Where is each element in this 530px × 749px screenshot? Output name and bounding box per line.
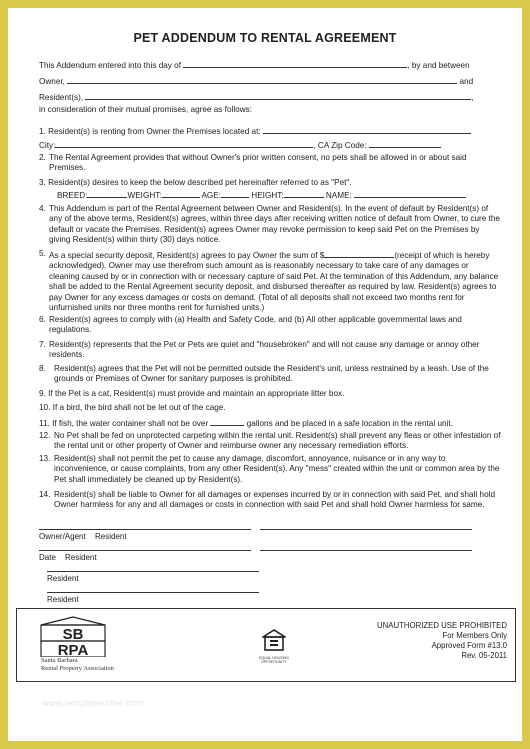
- form-info: [377, 621, 507, 661]
- item-11: 11. If fish, the water container shall not be over gallons and be placed in a safe location in the rental unit.: [39, 419, 453, 428]
- equal-housing-logo: EQUAL HOUSING OPPORTUNITY: [255, 629, 293, 664]
- premises-address-blank[interactable]: [263, 125, 471, 134]
- item-5: 5. As a special security deposit, Resident(s) agrees to pay Owner the sum of $ (receipt of which is hereby acknowledged). Owner may use therefrom such amount as is reasonably necessary to take care of any damages or cleaning caused by or in connection with or necessary capture of said Pet. At the termination of this Addendum, any balance shall be added to the Rental Agreement security deposit, and disbursed thereafter as required by law. Resident(s) agrees to pay Owner for any excess damages or costs on demand. (Total of all deposits shall not exceed two months rent for unfurnished units nor three months rent for furnished units.): [39, 249, 499, 313]
- item-7: 7. Resident(s) represents that the Pet or Pets are quiet and "housebroken" and will not cause any damage or annoy other residents.: [39, 340, 480, 360]
- intro-line-residents: Resident(s), ,: [39, 93, 474, 102]
- revision: Rev. 05-2011: [461, 651, 507, 660]
- age-blank[interactable]: [221, 189, 249, 198]
- height-blank[interactable]: [284, 189, 324, 198]
- item-1-city: City: , CA Zip Code:: [39, 139, 441, 151]
- gallons-blank[interactable]: [210, 417, 244, 426]
- item-10: 10. If a bird, the bird shall not be let out of the cage.: [39, 403, 226, 412]
- pet-name-blank[interactable]: [354, 189, 466, 198]
- date-label: Date: [39, 553, 56, 562]
- unauthorized-notice: UNAUTHORIZED USE PROHIBITED: [377, 621, 507, 630]
- document-title: PET ADDENDUM TO RENTAL AGREEMENT: [133, 31, 397, 45]
- day-blank[interactable]: [183, 59, 407, 68]
- resident-signature-line-4[interactable]: [47, 592, 259, 593]
- resident-signature-line-3[interactable]: [47, 571, 259, 572]
- intro-line-date: This Addendum entered into this day of , by and between: [39, 61, 470, 70]
- deposit-amount-blank[interactable]: [324, 249, 394, 258]
- resident-label-2: Resident: [65, 553, 97, 562]
- intro-line-owner: Owner, and: [39, 77, 474, 86]
- resident-label-4: Resident: [47, 595, 79, 604]
- members-only: For Members Only: [442, 631, 507, 640]
- form-number: Approved Form #13.0: [431, 641, 507, 650]
- house-icon: [262, 629, 286, 651]
- date-signature-line[interactable]: [39, 550, 251, 551]
- resident-label-1: Resident: [95, 532, 127, 541]
- association-name: Santa Barbara Rental Property Association: [41, 657, 114, 672]
- pet-description-line: BREED: WEIGHT: AGE: HEIGHT: NAME:: [57, 189, 466, 201]
- sbrpa-logo: [37, 615, 109, 662]
- owner-agent-signature-line[interactable]: [39, 529, 251, 530]
- item-9: 9. If the Pet is a cat, Resident(s) must provide and maintain an appropriate litter box.: [39, 389, 345, 398]
- intro-line-consideration: in consideration of their mutual promises, agree as follows:: [39, 105, 252, 114]
- item-14: 14. Resident(s) shall be liable to Owner for all damages or expenses incurred by or in connection with said Pet, and shall hold Owner harmless for any and all damages or costs in connection with said Pet and shall hold Owner harmless for same.: [39, 490, 495, 510]
- residents-blank[interactable]: [85, 91, 471, 100]
- svg-text:SB: SB: [62, 626, 84, 643]
- owner-blank[interactable]: [67, 75, 457, 84]
- item-1: 1. Resident(s) is renting from Owner the Premises located at:: [39, 125, 471, 137]
- item-2: 2. The Rental Agreement provides that without Owner's prior written consent, no pets shall be allowed in or about said Premises.: [39, 153, 467, 173]
- breed-blank[interactable]: [87, 189, 127, 198]
- item-6: 6. Resident(s) agrees to comply with (a) Health and Safety Code, and (b) All other applicable governmental laws and regulations.: [39, 315, 462, 335]
- item-13: 13. Resident(s) shall not permit the pet to cause any damage, discomfort, annoyance, nuisance or in any way to inconvenience, or cause complaints, from any other Resident(s). Any "mess" created within the unit or common area by the Pet shall immediately be cleaned up by Resident(s).: [39, 454, 500, 484]
- svg-text:RPA: RPA: [57, 642, 89, 657]
- item-4: 4. This Addendum is part of the Rental Agreement between Owner and Resident(s). In the event of default by Resident(s) of any of the above terms, Resident(s) agrees, within three days after receiving written notice of default from Owner, to cure the default or vacate the Premises. Resident(s) agrees Owner may revoke permission to keep said Pet on the Premises by giving Resident(s) within thirty (30) days notice.: [39, 204, 500, 245]
- owner-agent-label: Owner/Agent: [39, 532, 86, 541]
- document-page: [8, 8, 522, 741]
- item-8: 8. Resident(s) agrees that the Pet will not be permitted outside the Resident's unit, unless restrained by a leash. Use of the grounds or Premises of Owner for sanitary purposes is prohibited.: [39, 364, 489, 384]
- item-12: 12. No Pet shall be fed on unprotected carpeting within the rental unit. Resident(s) shall prevent any fleas or other infestation of the rental unit or other property of Owner and reimburse owner any necessary remediation efforts.: [39, 431, 501, 451]
- footer-box: [16, 608, 516, 682]
- zip-blank[interactable]: [369, 139, 441, 148]
- city-blank[interactable]: [55, 139, 313, 148]
- resident-signature-line-2[interactable]: [260, 550, 472, 551]
- resident-signature-line-1[interactable]: [260, 529, 472, 530]
- item-3: 3. Resident(s) desires to keep the below described pet hereinafter referred to as "Pet".: [39, 178, 352, 187]
- resident-label-3: Resident: [47, 574, 79, 583]
- watermark: www.templateroller.com: [42, 698, 144, 708]
- weight-blank[interactable]: [162, 189, 200, 198]
